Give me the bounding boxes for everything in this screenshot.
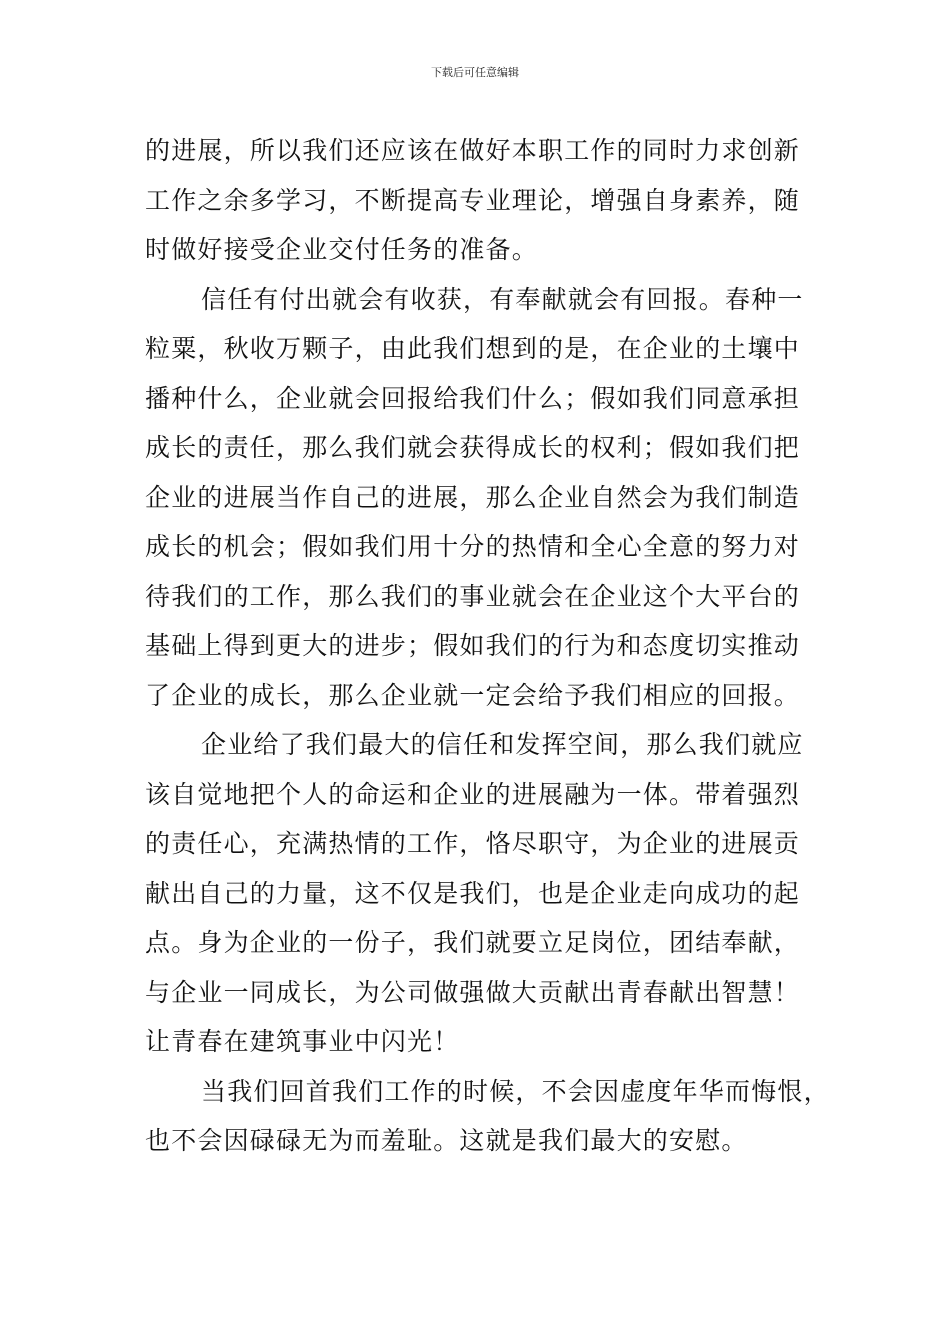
paragraph-3-line-3: 的责任心，充满热情的工作，恪尽职守，为企业的进展贡 [145,829,801,858]
paragraph-3-line-2: 该自觉地把个人的命运和企业的进展融为一体。带着强烈 [145,779,801,809]
paragraph-4-line-1: 当我们回首我们工作的时候，不会因虚度年华而悔恨， [201,1076,830,1106]
paragraph-1-line-2: 工作之余多学习，不断提高专业理论，增强自身素养，随 [145,185,801,215]
paragraph-2-line-7: 待我们的工作，那么我们的事业就会在企业这个大平台的 [145,581,801,611]
paragraph-2-line-5: 企业的进展当作自己的进展，那么企业自然会为我们制造 [145,482,801,512]
paragraph-3-line-5: 点。身为企业的一份子，我们就要立足岗位，团结奉献， [145,928,801,957]
paragraph-4-line-2: 也不会因碌碌无为而羞耻。这就是我们最大的安慰。 [145,1126,748,1155]
paragraph-3-line-6: 与企业一同成长，为公司做强做大贡献出青春献出智慧！ [145,977,801,1007]
paragraph-2-line-4: 成长的责任，那么我们就会获得成长的权利；假如我们把 [145,433,801,462]
paragraph-2-line-9: 了企业的成长，那么企业就一定会给予我们相应的回报。 [145,680,801,710]
paragraph-2-line-3: 播种什么，企业就会回报给我们什么；假如我们同意承担 [145,383,801,413]
paragraph-3-line-4: 献出自己的力量，这不仅是我们，也是企业走向成功的起 [145,878,801,908]
paragraph-3-line-7: 让青春在建筑事业中闪光！ [145,1027,460,1056]
paragraph-2-line-8: 基础上得到更大的进步；假如我们的行为和态度切实推动 [145,631,801,660]
paragraph-2-line-2: 粒粟，秋收万颗子，由此我们想到的是，在企业的土壤中 [145,334,801,363]
paragraph-3-line-1: 企业给了我们最大的信任和发挥空间，那么我们就应 [201,730,804,759]
paragraph-2-line-6: 成长的机会；假如我们用十分的热情和全心全意的努力对 [145,532,801,561]
paragraph-2-line-1: 信任有付出就会有收获，有奉献就会有回报。春种一 [201,284,804,314]
document-body [145,126,830,1166]
page-header: 下载后可任意编辑 [431,66,519,79]
paragraph-1-line-3: 时做好接受企业交付任务的准备。 [145,235,539,264]
paragraph-1-line-1: 的进展，所以我们还应该在做好本职工作的同时力求创新 [145,136,801,165]
